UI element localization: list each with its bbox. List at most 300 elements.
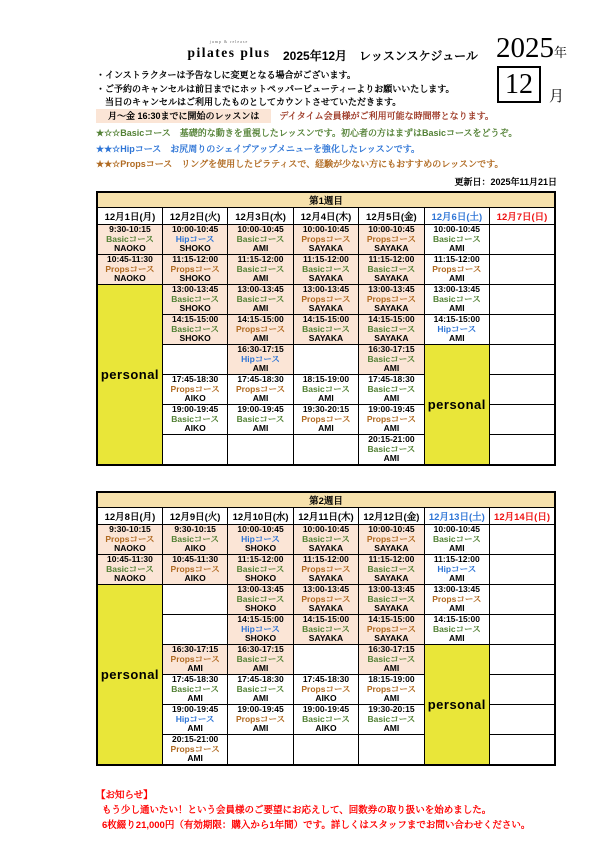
empty-cell	[490, 225, 555, 255]
lesson-time: 19:30-20:15	[368, 704, 415, 715]
lesson-instructor: AMI	[187, 693, 203, 704]
lesson-cell	[293, 705, 358, 735]
lesson-instructor: SHOKO	[244, 543, 277, 554]
lesson-cell	[424, 225, 489, 255]
empty-cell	[490, 255, 555, 285]
lesson-cell	[359, 345, 424, 375]
lesson-time: 13:00-13:45	[433, 584, 480, 595]
lesson-cell	[359, 615, 424, 645]
lesson-time: 16:30-17:15	[368, 344, 415, 355]
lesson-course: Propsコース	[366, 683, 416, 694]
lesson-instructor: AMI	[449, 303, 465, 314]
day-header: 12月8日(月)	[97, 508, 162, 525]
note-line: 当日のキャンセルはご利用したものとしてカウントさせていただきます。	[96, 97, 402, 107]
lesson-cell	[359, 405, 424, 435]
lesson-cell	[162, 675, 227, 705]
lesson-cell	[97, 525, 162, 555]
lesson-time: 10:00-10:45	[368, 224, 415, 235]
daytime-note-highlight: 月～金 16:30までに開始のレッスンは	[96, 109, 271, 123]
lesson-cell	[359, 255, 424, 285]
lesson-time: 17:45-18:30	[237, 674, 284, 685]
legend-basic: ★☆☆Basicコース 基礎的な動きを重視したレッスンです。初心者の方はまずはBasicコースをどうぞ。	[96, 128, 518, 138]
lesson-instructor: SAYAKA	[374, 573, 409, 584]
lesson-time: 19:00-19:45	[368, 404, 415, 415]
lesson-time: 18:15-19:00	[302, 374, 350, 385]
day-header: 12月10日(水)	[228, 508, 293, 525]
lesson-cell	[97, 255, 162, 285]
lesson-time: 13:00-13:45	[237, 284, 284, 295]
lesson-cell	[228, 405, 293, 435]
lesson-instructor: AMI	[383, 723, 400, 734]
day-header: 12月11日(木)	[293, 508, 358, 525]
lesson-time: 17:45-18:30	[171, 674, 219, 685]
lesson-course: Basicコース	[171, 683, 220, 694]
lesson-time: 16:30-17:15	[237, 344, 284, 355]
week-title: 第2週目	[97, 492, 555, 508]
year-number: 2025	[496, 32, 554, 64]
lesson-instructor: SAYAKA	[308, 573, 344, 584]
lesson-time: 17:45-18:30	[302, 674, 350, 685]
lesson-instructor: AMI	[383, 363, 400, 374]
personal-cell: personal	[424, 645, 489, 765]
empty-cell	[293, 735, 358, 765]
lesson-course: Basicコース	[236, 593, 285, 604]
day-header: 12月2日(火)	[162, 208, 227, 225]
lesson-course: Basicコース	[236, 233, 285, 244]
daytime-note	[96, 109, 494, 122]
lesson-instructor: NAOKO	[114, 573, 146, 584]
lesson-time: 11:15-12:00	[303, 254, 349, 265]
lesson-course: Basicコース	[236, 563, 285, 574]
lesson-time: 19:00-19:45	[237, 704, 284, 715]
notice-heading: 【お知らせ】	[96, 790, 153, 801]
lesson-instructor: SHOKO	[179, 303, 211, 314]
lesson-course: Basicコース	[236, 263, 285, 274]
lesson-time: 10:00-10:45	[171, 224, 219, 235]
lesson-instructor: SAYAKA	[374, 333, 409, 344]
empty-cell	[490, 315, 555, 345]
lesson-instructor: SHOKO	[179, 273, 211, 284]
empty-cell	[490, 375, 555, 405]
lesson-cell	[228, 375, 293, 405]
empty-cell	[490, 585, 555, 615]
lesson-course: Basicコース	[236, 653, 285, 664]
lesson-cell	[228, 615, 293, 645]
lesson-cell	[359, 435, 424, 465]
lesson-cell	[162, 255, 227, 285]
lesson-instructor: SHOKO	[179, 243, 211, 254]
lesson-cell	[424, 525, 489, 555]
lesson-time: 10:00-10:45	[433, 224, 480, 235]
empty-cell	[293, 645, 358, 675]
lesson-instructor: NAOKO	[114, 543, 146, 554]
lesson-instructor: AMI	[318, 423, 334, 434]
lesson-course: Propsコース	[301, 233, 351, 244]
lesson-cell	[162, 705, 227, 735]
lesson-instructor: SAYAKA	[308, 303, 344, 314]
lesson-cell	[162, 645, 227, 675]
lesson-instructor: SAYAKA	[374, 243, 409, 254]
lesson-time: 10:45-11:30	[107, 554, 153, 565]
lesson-cell	[293, 315, 358, 345]
lesson-course: Basicコース	[432, 233, 481, 244]
lesson-cell	[228, 675, 293, 705]
lesson-course: Basicコース	[302, 533, 350, 544]
lesson-time: 20:15-21:00	[368, 434, 415, 444]
lesson-course: Propsコース	[170, 653, 220, 664]
lesson-cell	[293, 675, 358, 705]
lesson-course: Propsコース	[170, 383, 220, 394]
lesson-instructor: AMI	[252, 273, 269, 284]
lesson-cell	[359, 315, 424, 345]
lesson-instructor: AMI	[318, 393, 334, 404]
empty-cell	[490, 615, 555, 645]
lesson-time: 17:45-18:30	[171, 374, 219, 385]
lesson-course: Propsコース	[301, 683, 351, 694]
lesson-course: Basicコース	[367, 653, 416, 664]
lesson-course: Basicコース	[302, 323, 350, 334]
page-title: 2025年12月 レッスンスケジュール	[283, 49, 478, 63]
lesson-instructor: AMI	[252, 333, 269, 344]
lesson-course: Propsコース	[432, 263, 482, 274]
lesson-instructor: AMI	[383, 453, 400, 463]
note-line: ・ご予約のキャンセルは前日までにホットペッパービューティーよりお願いいたします。	[96, 83, 455, 94]
lesson-cell	[162, 285, 227, 315]
lesson-course: Propsコース	[235, 323, 286, 334]
lesson-course: Basicコース	[367, 713, 416, 724]
lesson-instructor: AIKO	[184, 573, 206, 584]
lesson-time: 19:00-19:45	[237, 404, 284, 415]
lesson-cell	[359, 285, 424, 315]
lesson-time: 17:45-18:30	[368, 374, 415, 385]
week-title: 第1週目	[97, 192, 555, 208]
lesson-time: 14:15-15:00	[302, 614, 350, 625]
lesson-instructor: SAYAKA	[308, 243, 344, 254]
lesson-cell	[293, 585, 358, 615]
lesson-time: 13:00-13:45	[302, 584, 350, 595]
lesson-time: 11:15-12:00	[237, 254, 284, 265]
lesson-course: Propsコース	[301, 593, 351, 604]
lesson-instructor: SAYAKA	[374, 303, 409, 314]
empty-cell	[228, 735, 293, 765]
lesson-course: Basicコース	[171, 413, 220, 424]
lesson-time: 11:15-12:00	[433, 554, 480, 565]
lesson-cell	[228, 555, 293, 585]
lesson-cell	[293, 225, 358, 255]
lesson-instructor: AMI	[252, 393, 269, 404]
day-header: 12月3日(水)	[228, 208, 293, 225]
notice-line: 6枚綴り21,000円（有効期限：購入から1年間）です。詳しくはスタッフまでお問い合わせください。	[102, 820, 531, 831]
year-label	[496, 33, 567, 68]
lesson-course: Basicコース	[432, 293, 481, 304]
empty-cell	[162, 435, 227, 465]
lesson-instructor: AMI	[383, 693, 400, 704]
lesson-time: 11:15-12:00	[303, 554, 349, 565]
lesson-time: 11:15-12:00	[237, 554, 284, 565]
day-header: 12月6日(土)	[424, 208, 489, 225]
lesson-cell	[359, 705, 424, 735]
lesson-cell	[228, 645, 293, 675]
empty-cell	[490, 525, 555, 555]
lesson-course: Hipコース	[175, 233, 215, 244]
lesson-course: Hipコース	[241, 623, 280, 634]
lesson-instructor: AMI	[252, 423, 269, 434]
lesson-course: Hipコース	[241, 533, 280, 544]
lesson-instructor: SHOKO	[179, 333, 211, 344]
course-legend	[96, 126, 517, 173]
notice	[96, 788, 530, 833]
lesson-instructor: SAYAKA	[374, 633, 409, 644]
lesson-time: 14:15-15:00	[237, 614, 284, 625]
lesson-time: 19:00-19:45	[302, 704, 350, 715]
personal-cell: personal	[97, 585, 162, 765]
notes	[96, 69, 455, 110]
lesson-time: 13:00-13:45	[171, 284, 219, 295]
lesson-instructor: AMI	[187, 663, 203, 674]
lesson-course: Propsコース	[301, 293, 351, 304]
lesson-course: Basicコース	[367, 563, 416, 574]
lesson-instructor: SAYAKA	[308, 333, 344, 344]
lesson-course: Basicコース	[302, 623, 350, 634]
empty-cell	[490, 735, 555, 765]
lesson-course: Propsコース	[235, 383, 286, 394]
empty-cell	[490, 405, 555, 435]
lesson-course: Basicコース	[171, 533, 220, 544]
lesson-cell	[424, 555, 489, 585]
lesson-course: Hipコース	[437, 323, 477, 334]
lesson-cell	[162, 315, 227, 345]
lesson-course: Propsコース	[301, 563, 351, 574]
lesson-time: 13:00-13:45	[433, 284, 480, 295]
lesson-cell	[359, 225, 424, 255]
lesson-cell	[228, 255, 293, 285]
day-header: 12月12日(金)	[359, 508, 424, 525]
lesson-cell	[293, 525, 358, 555]
updated-date: 更新日：2025年11月21日	[454, 177, 557, 187]
lesson-instructor: SAYAKA	[374, 603, 409, 614]
lesson-cell	[359, 645, 424, 675]
lesson-instructor: NAOKO	[114, 243, 146, 254]
lesson-course: Basicコース	[367, 593, 416, 604]
lesson-cell	[424, 255, 489, 285]
lesson-instructor: AMI	[449, 243, 465, 254]
lesson-instructor: AMI	[252, 663, 269, 674]
lesson-cell	[162, 735, 227, 765]
lesson-time: 19:00-19:45	[171, 404, 219, 415]
lesson-cell	[228, 285, 293, 315]
lesson-cell	[228, 525, 293, 555]
lesson-time: 10:00-10:45	[237, 524, 284, 535]
lesson-cell	[359, 675, 424, 705]
lesson-course: Basicコース	[106, 233, 154, 244]
lesson-cell	[359, 585, 424, 615]
empty-cell	[490, 555, 555, 585]
lesson-time: 10:45-11:30	[172, 554, 219, 565]
lesson-instructor: SHOKO	[244, 573, 277, 584]
lesson-time: 10:00-10:45	[302, 524, 350, 535]
lesson-time: 13:00-13:45	[237, 584, 284, 595]
lesson-cell	[424, 285, 489, 315]
lesson-time: 20:15-21:00	[171, 734, 219, 744]
lesson-instructor: AMI	[449, 543, 465, 554]
lesson-instructor: AIKO	[315, 723, 337, 734]
lesson-instructor: SAYAKA	[308, 543, 344, 554]
lesson-course: Propsコース	[170, 563, 220, 574]
lesson-course: Hipコース	[437, 563, 477, 574]
lesson-instructor: AMI	[449, 333, 465, 344]
empty-cell	[293, 435, 358, 465]
lesson-time: 13:00-13:45	[368, 284, 415, 295]
lesson-course: Propsコース	[235, 713, 286, 724]
lesson-course: Basicコース	[302, 263, 350, 274]
lesson-instructor: AMI	[449, 273, 465, 284]
legend-props: ★★☆Propsコース リングを使用したピラティスで、経験が少ない方にもおすすめのレッスンです。	[96, 159, 504, 169]
lesson-course: Basicコース	[236, 293, 285, 304]
lesson-time: 14:15-15:00	[302, 314, 350, 325]
lesson-cell	[162, 225, 227, 255]
day-header: 12月13日(土)	[424, 508, 489, 525]
lesson-cell	[293, 255, 358, 285]
lesson-time: 13:00-13:45	[368, 584, 415, 595]
month-box: 12	[497, 66, 541, 103]
lesson-course: Propsコース	[366, 533, 416, 544]
lesson-cell	[424, 615, 489, 645]
lesson-instructor: AMI	[252, 303, 269, 314]
lesson-course: Propsコース	[366, 623, 416, 634]
lesson-course: Basicコース	[171, 293, 220, 304]
lesson-time: 10:00-10:45	[433, 524, 480, 535]
lesson-time: 16:30-17:15	[237, 644, 284, 655]
day-header: 12月4日(木)	[293, 208, 358, 225]
lesson-instructor: SAYAKA	[308, 273, 344, 284]
lesson-instructor: SAYAKA	[374, 273, 409, 284]
empty-cell	[228, 435, 293, 465]
lesson-course: Basicコース	[171, 323, 220, 334]
lesson-cell	[228, 315, 293, 345]
lesson-instructor: AMI	[449, 633, 465, 644]
lesson-course: Basicコース	[367, 263, 416, 274]
empty-cell	[490, 435, 555, 465]
lesson-time: 11:15-12:00	[368, 254, 415, 265]
lesson-cell	[293, 285, 358, 315]
lesson-cell	[228, 345, 293, 375]
lesson-time: 19:00-19:45	[171, 704, 219, 715]
lesson-instructor: SAYAKA	[308, 633, 344, 644]
lesson-cell	[97, 225, 162, 255]
empty-cell	[293, 345, 358, 375]
personal-cell: personal	[424, 345, 489, 465]
lesson-time: 14:15-15:00	[237, 314, 284, 325]
empty-cell	[490, 345, 555, 375]
lesson-time: 14:15-15:00	[171, 314, 219, 325]
empty-cell	[490, 285, 555, 315]
lesson-time: 17:45-18:30	[237, 374, 284, 385]
lesson-cell	[424, 315, 489, 345]
lesson-time: 11:15-12:00	[433, 254, 480, 265]
lesson-cell	[293, 375, 358, 405]
empty-cell	[162, 615, 227, 645]
daytime-note-rest: デイタイム会員様がご利用可能な時間帯となります。	[279, 111, 494, 121]
lesson-instructor: SHOKO	[244, 633, 277, 644]
notice-line: もう少し通いたい！という会員様のご要望にお応えして、回数券の取り扱いを始めました。	[102, 805, 492, 816]
day-header: 12月9日(火)	[162, 508, 227, 525]
lesson-course: Basicコース	[236, 683, 285, 694]
lesson-cell	[228, 585, 293, 615]
note-line: ・インストラクターは予告なしに変更となる場合がございます。	[96, 70, 356, 80]
lesson-course: Basicコース	[367, 383, 416, 394]
lesson-time: 11:15-12:00	[172, 254, 219, 265]
lesson-time: 14:15-15:00	[368, 314, 415, 325]
lesson-instructor: SHOKO	[244, 603, 277, 614]
empty-cell	[162, 345, 227, 375]
lesson-course: Basicコース	[367, 323, 416, 334]
lesson-instructor: AMI	[383, 423, 400, 434]
lesson-time: 14:15-15:00	[433, 614, 480, 625]
lesson-course: Basicコース	[302, 713, 350, 724]
lesson-time: 9:30-10:15	[174, 524, 216, 535]
lesson-instructor: AIKO	[184, 393, 206, 404]
day-header: 12月14日(日)	[490, 508, 555, 525]
empty-cell	[359, 735, 424, 765]
personal-cell: personal	[97, 285, 162, 465]
studio-logo	[186, 39, 272, 62]
lesson-time: 11:15-12:00	[368, 554, 415, 565]
lesson-instructor: AMI	[252, 363, 269, 374]
lesson-instructor: AMI	[187, 723, 203, 734]
lesson-instructor: AMI	[449, 573, 465, 584]
lesson-instructor: SAYAKA	[308, 603, 344, 614]
lesson-time: 9:30-10:15	[109, 524, 151, 535]
empty-cell	[162, 585, 227, 615]
lesson-course: Propsコース	[366, 413, 416, 424]
lesson-instructor: AIKO	[184, 423, 206, 434]
lesson-instructor: AMI	[252, 723, 269, 734]
lesson-instructor: AMI	[449, 603, 465, 614]
lesson-instructor: SAYAKA	[374, 543, 409, 554]
lesson-cell	[162, 405, 227, 435]
lesson-cell	[162, 525, 227, 555]
lesson-course: Basicコース	[367, 443, 416, 454]
lesson-course: Propsコース	[170, 743, 220, 754]
lesson-instructor: AMI	[252, 693, 269, 704]
lesson-time: 18:15-19:00	[368, 674, 415, 685]
lesson-course: Basicコース	[432, 623, 481, 634]
month-suffix: 月	[549, 89, 565, 105]
lesson-course: Propsコース	[366, 293, 416, 304]
lesson-time: 10:00-10:45	[368, 524, 415, 535]
lesson-time: 9:30-10:15	[109, 224, 151, 235]
lesson-time: 10:00-10:45	[237, 224, 284, 235]
lesson-cell	[228, 225, 293, 255]
lesson-time: 14:15-15:00	[433, 314, 480, 325]
year-suffix: 年	[554, 45, 568, 60]
empty-cell	[490, 705, 555, 735]
week1-schedule-table	[96, 191, 556, 466]
lesson-cell	[228, 705, 293, 735]
lesson-cell	[162, 375, 227, 405]
lesson-instructor: AMI	[187, 753, 203, 763]
day-header: 12月1日(月)	[97, 208, 162, 225]
lesson-course: Propsコース	[301, 413, 351, 424]
lesson-cell	[293, 405, 358, 435]
lesson-course: Basicコース	[302, 383, 350, 394]
lesson-time: 19:30-20:15	[302, 404, 350, 415]
lesson-course: Propsコース	[366, 233, 416, 244]
lesson-cell	[293, 555, 358, 585]
empty-cell	[490, 645, 555, 675]
day-header: 12月7日(日)	[490, 208, 555, 225]
lesson-cell	[359, 525, 424, 555]
